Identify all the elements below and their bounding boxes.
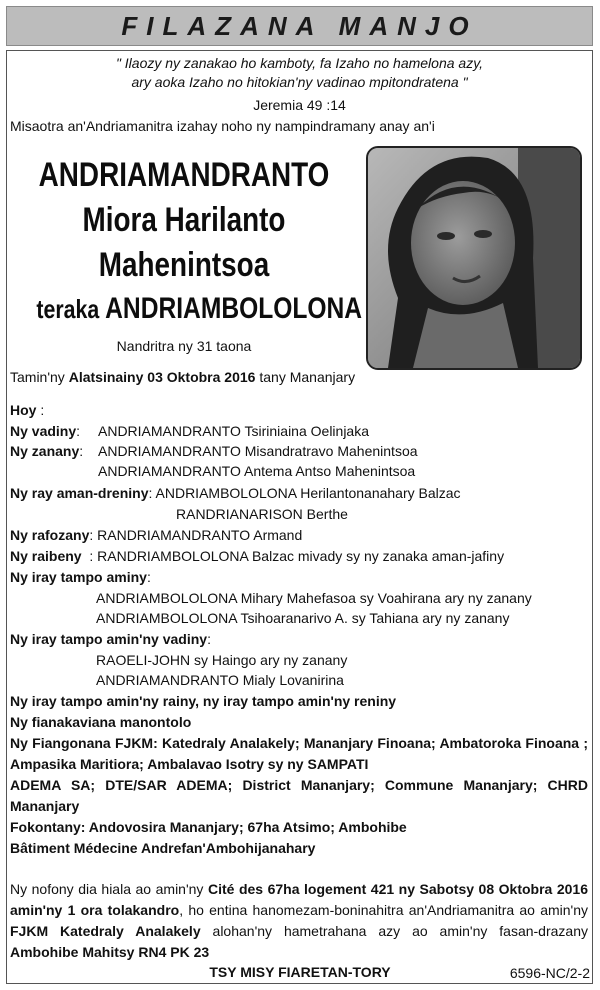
funeral-text-3: alohan'ny hametrahana azy ao amin'ny fasan-drazany <box>212 923 588 939</box>
funeral-burial-place: Ambohibe Mahitsy RN4 PK 23 <box>10 944 210 960</box>
iray-aminy-label: Ny iray tampo aminy <box>10 569 147 585</box>
iray-vadiny-line: Ny iray tampo amin'ny vadiny: <box>10 631 211 647</box>
fokontany-line: Fokontany: Andovosira Mananjary; 67ha Atsimo; Ambohibe <box>10 819 407 835</box>
death-date: Alatsinainy 03 Oktobra 2016 <box>68 369 256 385</box>
vadiny-line: Ny vadiny: <box>10 423 81 439</box>
hoy-label: Hoy <box>10 402 37 418</box>
portrait-image <box>368 148 580 368</box>
deceased-given-name-2: Mahenintsoa <box>98 246 270 284</box>
deceased-photo <box>366 146 582 370</box>
death-prefix: Tamin'ny <box>10 369 65 385</box>
thanks-line: Misaotra an'Andriamanitra izahay noho ny nampindramany anay an'i <box>10 118 435 134</box>
funeral-church: FJKM Katedraly Analakely <box>10 923 201 939</box>
iray-vadiny-value-2: ANDRIAMANDRANTO Mialy Lovanirina <box>96 672 344 688</box>
teraka-name: ANDRIAMBOLOLONA <box>105 292 363 325</box>
iray-aminy-value-1: ANDRIAMBOLOLONA Mihary Mahefasoa sy Voahirana ary ny zanany <box>96 590 532 606</box>
iray-vadiny-value-1: RAOELI-JOHN sy Haingo ary ny zanany <box>96 652 348 668</box>
funeral-line-3 <box>10 923 588 939</box>
iray-rainy-line: Ny iray tampo amin'ny rainy, ny iray tampo amin'ny reniny <box>10 693 397 709</box>
raibeny-value: RANDRIAMBOLOLONA Balzac mivady sy ny zanaka aman-jafiny <box>97 548 505 564</box>
death-place: tany Mananjary <box>259 369 356 385</box>
iray-aminy-line: Ny iray tampo aminy: <box>10 569 151 585</box>
funeral-text-2: , ho entina hanomezam-boninahitra an'Andriamanitra ao amin'ny <box>179 902 588 918</box>
teraka-label: teraka <box>36 294 100 324</box>
funeral-line-2 <box>10 902 588 918</box>
quote-line-2: ary aoka Izaho no hitokian'ny vadinao mpitondratena " <box>131 74 468 90</box>
iray-vadiny-label: Ny iray tampo amin'ny vadiny <box>10 631 208 647</box>
no-flowers-notice: TSY MISY FIARETAN-TORY <box>209 964 391 980</box>
adema-line-1: ADEMA SA; DTE/SAR ADEMA; District Mananjary; Commune Mananjary; CHRD <box>10 777 588 793</box>
zanany-line: Ny zanany: <box>10 443 84 459</box>
header-banner <box>6 6 593 46</box>
vadiny-value: ANDRIAMANDRANTO Tsiriniaina Oelinjaka <box>98 423 370 439</box>
vadiny-label: Ny vadiny <box>10 423 77 439</box>
ray-line: Ny ray aman-dreniny: ANDRIAMBOLOLONA Herilantonanahary Balzac <box>10 485 461 501</box>
funeral-location-date: Cité des 67ha logement 421 ny Sabotsy 08 Oktobra 2016 <box>207 881 588 897</box>
rafozany-value: RANDRIAMANDRANTO Armand <box>97 527 303 543</box>
deceased-age: Nandritra ny 31 taona <box>116 338 252 354</box>
ray-value-1: ANDRIAMBOLOLONA Herilantonanahary Balzac <box>155 485 461 501</box>
page-title: FILAZANA MANJO <box>121 10 478 41</box>
zanany-value-1: ANDRIAMANDRANTO Misandratravo Mahenintsoa <box>98 443 418 459</box>
rafozany-label: Ny rafozany <box>10 527 90 543</box>
ray-label: Ny ray aman-dreniny <box>10 485 149 501</box>
deceased-given-name-1: Miora Harilanto <box>82 201 286 239</box>
zanany-label: Ny zanany <box>10 443 80 459</box>
fiangonana-line-1: Ny Fiangonana FJKM: Katedraly Analakely; Mananjary Finoana; Ambatoroka Finoana ; <box>10 735 588 751</box>
quote-line-1: " Ilaozy ny zanakao ho kamboty, fa Izaho no hamelona azy, <box>115 55 484 71</box>
raibeny-label: Ny raibeny <box>10 548 82 564</box>
funeral-time: amin'ny 1 ora tolakandro <box>10 902 180 918</box>
funeral-text-1: Ny nofony dia hiala ao amin'ny <box>10 881 204 897</box>
hoy-line: Hoy : <box>10 402 45 418</box>
zanany-value-2: ANDRIAMANDRANTO Antema Antso Mahenintsoa <box>98 463 416 479</box>
death-line <box>10 369 355 385</box>
raibeny-line: Ny raibeny : RANDRIAMBOLOLONA Balzac mivady sy ny zanaka aman-jafiny <box>10 548 505 564</box>
funeral-line-1 <box>10 881 588 897</box>
reference-code: 6596-NC/2-2 <box>509 965 590 981</box>
fiangonana-line-2: Ampasika Maritiora; Ambalavao Isotry sy ny SAMPATI <box>10 756 369 772</box>
adema-line-2: Mananjary <box>10 798 80 814</box>
iray-aminy-value-2: ANDRIAMBOLOLONA Tsihoaranarivo A. sy Tahiana ary ny zanany <box>96 610 510 626</box>
rafozany-line: Ny rafozany: RANDRIAMANDRANTO Armand <box>10 527 303 543</box>
fianakaviana-line: Ny fianakaviana manontolo <box>10 714 192 730</box>
deceased-surname: ANDRIAMANDRANTO <box>38 156 330 194</box>
batiment-line: Bâtiment Médecine Andrefan'Ambohijanahary <box>10 840 316 856</box>
deceased-birth-name <box>36 292 363 326</box>
quote-reference: Jeremia 49 :14 <box>253 97 346 113</box>
ray-value-2: RANDRIANARISON Berthe <box>176 506 348 522</box>
